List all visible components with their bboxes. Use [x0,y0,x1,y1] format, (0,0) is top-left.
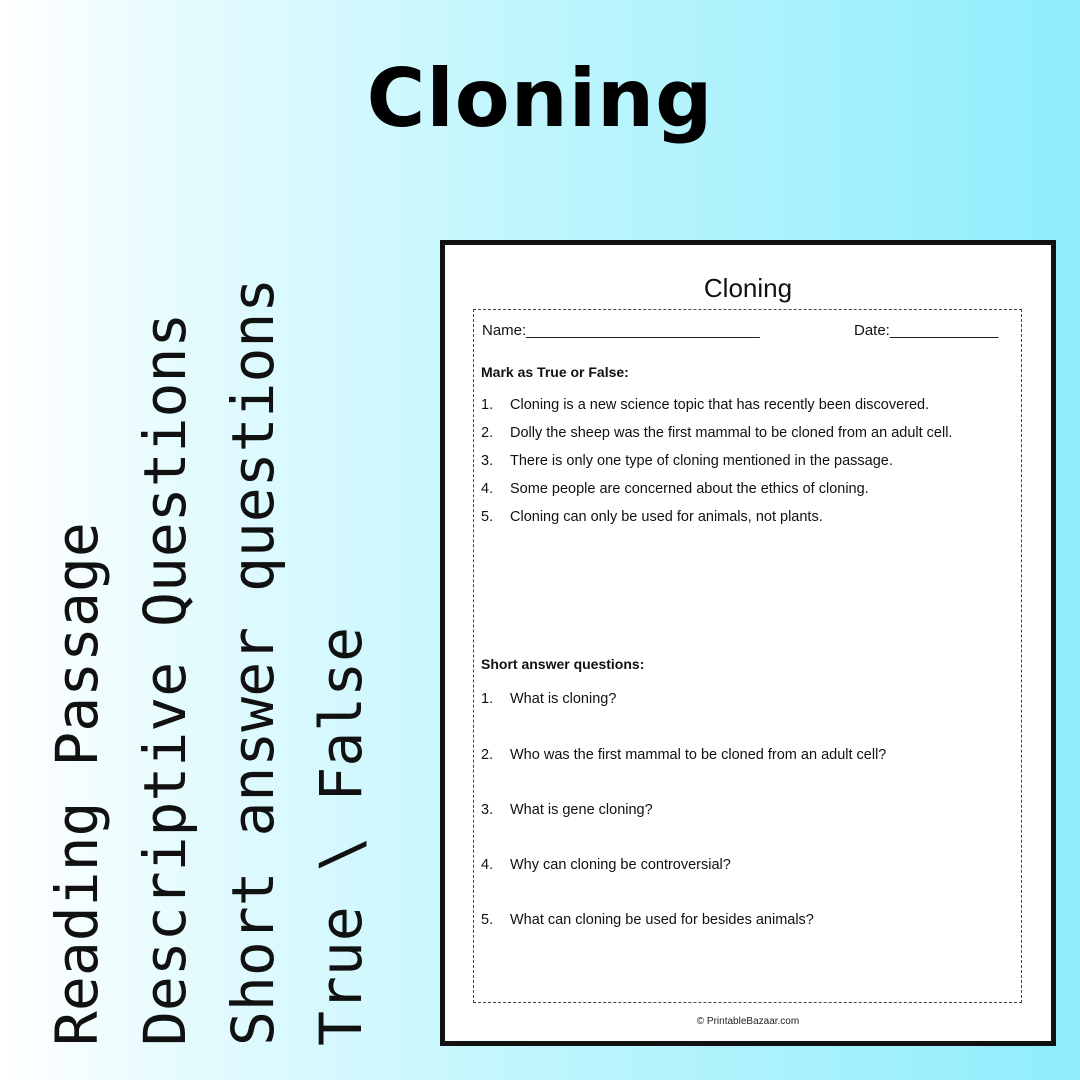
item-text: Who was the first mammal to be cloned from an adult cell? [510,747,887,763]
item-number: 2. [481,425,494,441]
side-label-reading-passage: Reading Passage [43,522,111,1046]
item-number: 1. [481,397,494,413]
item-text: What is cloning? [510,691,617,707]
true-false-heading: Mark as True or False: [481,364,629,380]
page-title: Cloning [366,52,714,145]
item-number: 2. [481,747,494,763]
worksheet-content-box [473,309,1022,1003]
item-text: Cloning is a new science topic that has recently been discovered. [510,397,930,413]
name-field-label: Name:____________________________ [482,322,760,339]
item-text: There is only one type of cloning mentioned in the passage. [510,453,893,469]
side-label-short-answer: Short answer questions [219,277,287,1046]
item-text: Some people are concerned about the ethics of cloning. [510,481,869,497]
item-number: 4. [481,857,494,873]
side-label-descriptive-questions: Descriptive Questions [131,312,199,1046]
date-field-label: Date:_____________ [854,322,999,339]
item-number: 4. [481,481,494,497]
worksheet-title: Cloning [703,273,793,303]
item-text: What can cloning be used for besides animals? [510,912,814,928]
item-number: 3. [481,802,494,818]
item-number: 5. [481,912,494,928]
item-text: Why can cloning be controversial? [510,857,731,873]
side-label-true-false: True \ False [307,626,375,1046]
short-answer-heading: Short answer questions: [481,656,645,672]
worksheet-preview [440,240,1056,1046]
copyright-text: © PrintableBazaar.com [696,1016,800,1027]
item-text: Cloning can only be used for animals, not plants. [510,509,823,525]
item-text: Dolly the sheep was the first mammal to be cloned from an adult cell. [510,425,953,441]
item-number: 3. [481,453,494,469]
item-number: 1. [481,691,494,707]
item-number: 5. [481,509,494,525]
item-text: What is gene cloning? [510,802,653,818]
